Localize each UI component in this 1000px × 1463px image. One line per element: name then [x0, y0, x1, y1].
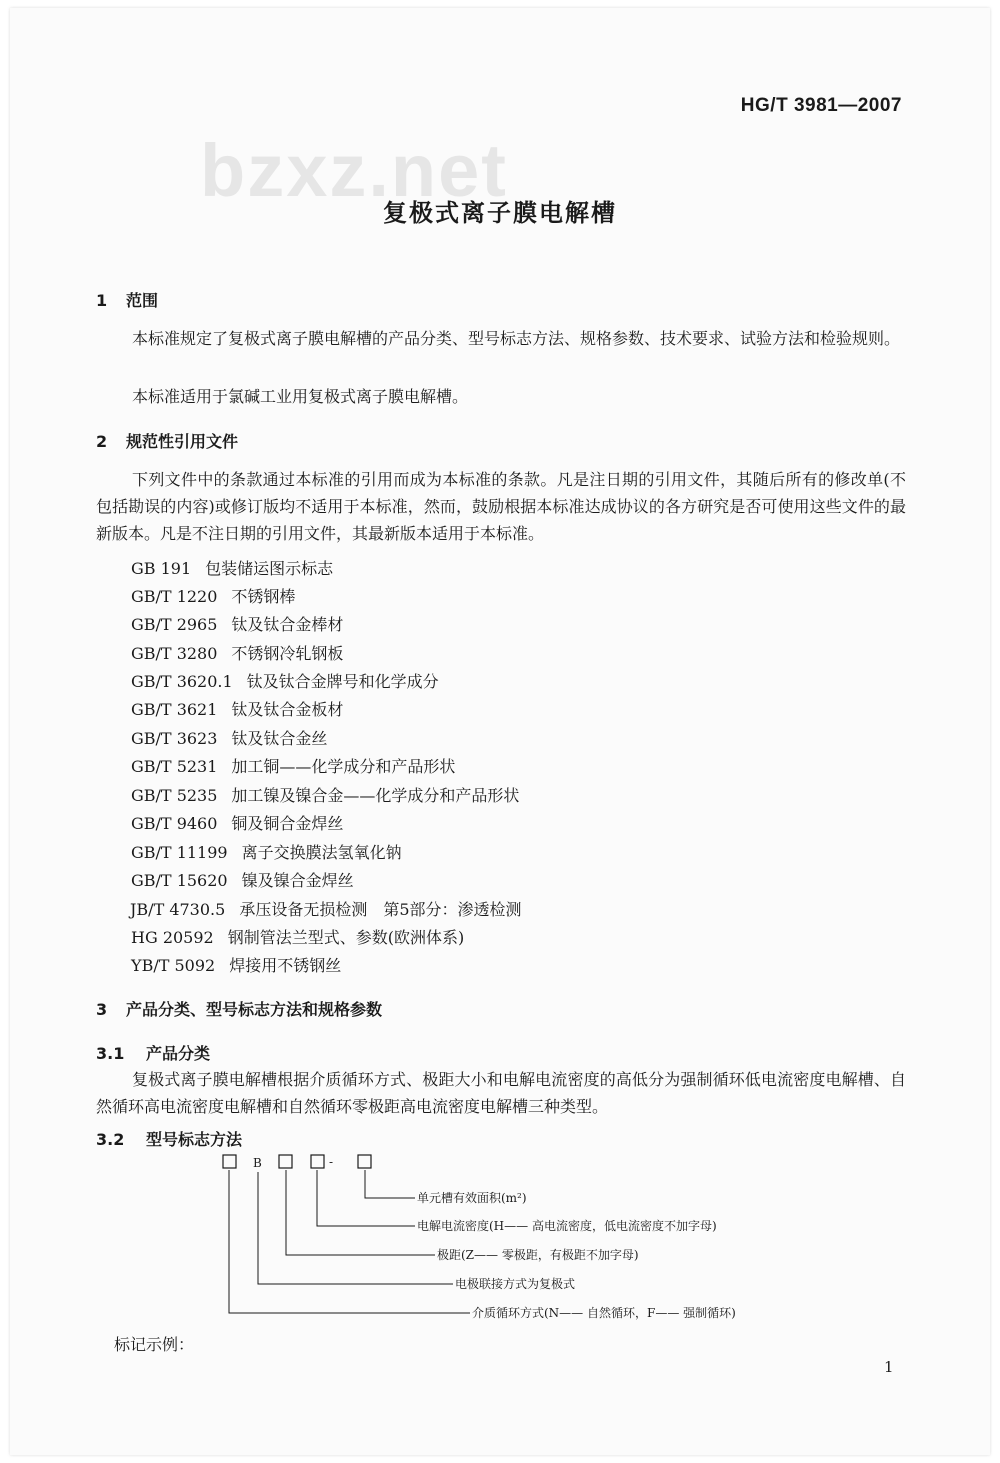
code-dash: - — [329, 1155, 334, 1169]
label-electrode-spacing: 极距(Z—— 零极距，有极距不加字母) — [437, 1248, 639, 1262]
ref-code: GB/T 3623 — [131, 729, 218, 748]
ref-code: GB/T 5235 — [131, 786, 218, 805]
section-number: 3 — [96, 1000, 108, 1019]
label-circulation-mode: 介质循环方式(N—— 自然循环，F—— 强制循环) — [472, 1306, 736, 1320]
section-3-heading — [96, 997, 382, 1020]
ref-name: 钛及钛合金棒材 — [231, 615, 344, 634]
ref-name: 钛及钛合金牌号和化学成分 — [246, 672, 439, 691]
reference-item — [131, 840, 402, 863]
ref-code: HG 20592 — [131, 928, 214, 947]
section-title: 产品分类、型号标志方法和规格参数 — [126, 1000, 383, 1019]
ref-code: GB/T 3280 — [131, 644, 218, 663]
section-title: 型号标志方法 — [146, 1130, 243, 1149]
reference-item — [131, 612, 343, 635]
ref-code: GB/T 15620 — [131, 871, 228, 890]
reference-item — [131, 953, 341, 976]
reference-item — [131, 726, 327, 749]
paragraph-text: 下列文件中的条款通过本标准的引用而成为本标准的条款。凡是注日期的引用文件，其随后所有的修改单(不包括勘误的内容)或修订版均不适用于本标准，然而，鼓励根据本标准达成协议的各方研究是否可使用这些文件的最新版本。凡是不注日期的引用文件，其最新版本适用于本标准。 — [96, 470, 906, 543]
reference-item — [131, 669, 439, 692]
code-letter-b: B — [253, 1156, 262, 1170]
section-title: 产品分类 — [146, 1044, 211, 1063]
section-number: 3.1 — [96, 1044, 125, 1063]
code-box-area — [358, 1155, 371, 1168]
section-2-heading — [96, 429, 238, 452]
ref-name: 钢制管法兰型式、参数(欧洲体系) — [227, 928, 465, 947]
ref-name: 加工镍及镍合金——化学成分和产品形状 — [231, 786, 520, 805]
section-number: 1 — [96, 291, 108, 310]
code-box-spacing — [279, 1155, 292, 1168]
ref-name: 钛及钛合金板材 — [231, 700, 344, 719]
paragraph-text: 复极式离子膜电解槽根据介质循环方式、极距大小和电解电流密度的高低分为强制循环低电流密度电解槽、自然循环高电流密度电解槽和自然循环零极距高电流密度电解槽三种类型。 — [96, 1070, 906, 1116]
ref-name: 承压设备无损检测 第5部分：渗透检测 — [239, 900, 522, 919]
reference-item — [131, 811, 343, 834]
marking-example-label: 标记示例： — [114, 1335, 195, 1354]
reference-item — [131, 641, 343, 664]
ref-code: JB/T 4730.5 — [130, 900, 226, 919]
ref-name: 包装储运图示标志 — [205, 559, 334, 578]
section-number: 2 — [96, 432, 108, 451]
section-3-1-heading — [96, 1041, 210, 1064]
section-1-heading — [96, 288, 158, 311]
paragraph — [96, 325, 906, 352]
paragraph — [96, 1066, 906, 1120]
paragraph-text: 本标准规定了复极式离子膜电解槽的产品分类、型号标志方法、规格参数、技术要求、试验方法和检验规则。 — [132, 329, 901, 348]
paragraph-text: 本标准适用于氯碱工业用复极式离子膜电解槽。 — [132, 387, 469, 406]
leader-line — [286, 1170, 435, 1255]
section-title: 范围 — [126, 291, 159, 310]
section-number: 3.2 — [96, 1130, 125, 1149]
label-effective-area: 单元槽有效面积(m²) — [417, 1191, 527, 1205]
ref-name: 铜及铜合金焊丝 — [231, 814, 344, 833]
label-current-density: 电解电流密度(H—— 高电流密度，低电流密度不加字母) — [417, 1219, 717, 1233]
reference-item — [131, 697, 343, 720]
standard-code: HG/T 3981—2007 — [740, 95, 902, 116]
code-box-current — [311, 1155, 324, 1168]
code-box-circulation — [223, 1155, 236, 1168]
ref-name: 不锈钢冷轧钢板 — [231, 644, 344, 663]
ref-code: GB/T 9460 — [131, 814, 218, 833]
watermark: bzxz.net — [200, 129, 508, 212]
model-designation-diagram — [215, 1150, 815, 1330]
ref-code: GB/T 2965 — [131, 615, 218, 634]
ref-code: GB 191 — [131, 559, 192, 578]
reference-item — [131, 584, 295, 607]
reference-item — [131, 868, 354, 891]
ref-name: 钛及钛合金丝 — [231, 729, 328, 748]
ref-code: GB/T 5231 — [131, 757, 218, 776]
ref-code: GB/T 3620.1 — [131, 672, 233, 691]
document-title: 复极式离子膜电解槽 — [383, 199, 617, 227]
section-3-2-heading — [96, 1127, 242, 1150]
ref-code: GB/T 1220 — [131, 587, 218, 606]
ref-name: 镍及镍合金焊丝 — [241, 871, 354, 890]
reference-item — [131, 754, 455, 777]
ref-name: 不锈钢棒 — [231, 587, 296, 606]
reference-item — [131, 783, 519, 806]
paragraph — [96, 383, 906, 410]
ref-name: 离子交换膜法氢氧化钠 — [241, 843, 402, 862]
leader-line — [365, 1170, 415, 1198]
ref-name: 焊接用不锈钢丝 — [229, 956, 342, 975]
paragraph — [96, 466, 906, 547]
section-title: 规范性引用文件 — [126, 432, 239, 451]
reference-item — [130, 897, 522, 920]
reference-item — [131, 925, 464, 948]
label-connection-type: 电极联接方式为复极式 — [455, 1277, 576, 1291]
ref-code: GB/T 11199 — [131, 843, 228, 862]
reference-item — [131, 556, 333, 579]
page-number: 1 — [884, 1358, 894, 1376]
ref-code: GB/T 3621 — [131, 700, 218, 719]
ref-code: YB/T 5092 — [131, 956, 216, 975]
ref-name: 加工铜——化学成分和产品形状 — [231, 757, 456, 776]
